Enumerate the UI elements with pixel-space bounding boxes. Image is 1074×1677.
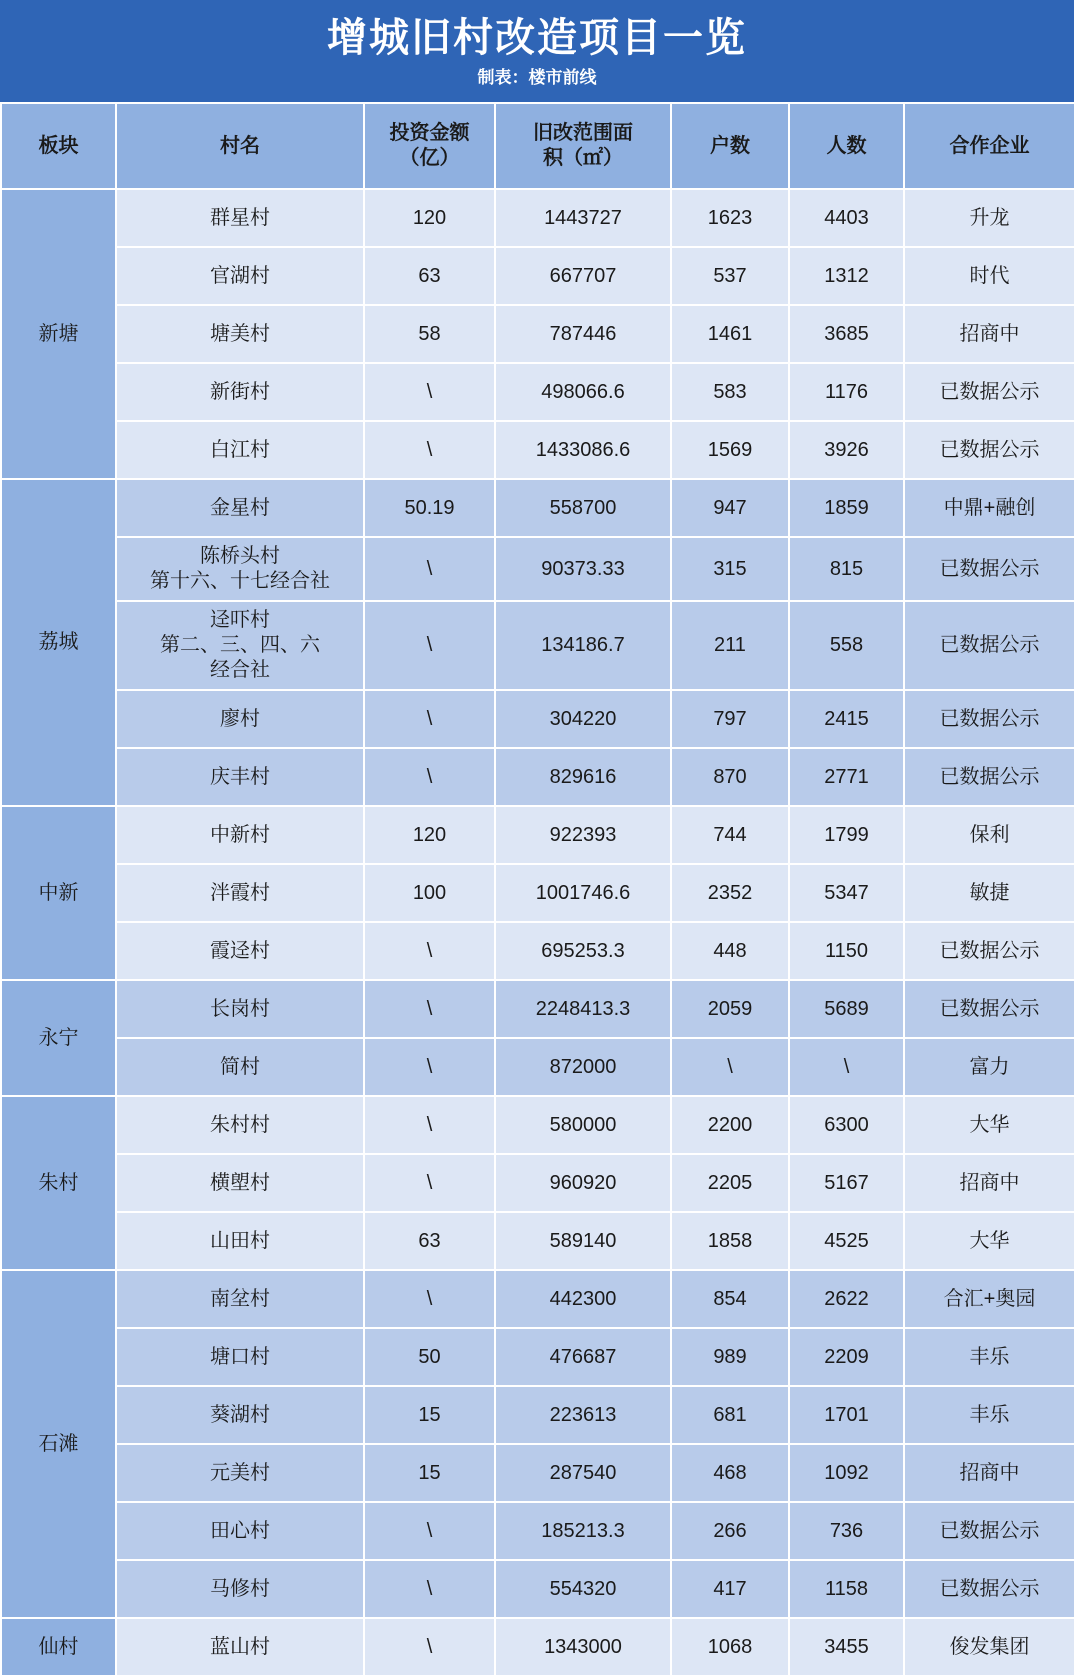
column-header-population: 人数 xyxy=(789,103,904,189)
company-cell: 合汇+奥园 xyxy=(904,1270,1074,1328)
population-cell: 2415 xyxy=(789,690,904,748)
village-name-cell: 朱村村 xyxy=(116,1096,364,1154)
area-cell: 589140 xyxy=(495,1212,671,1270)
village-name-cell: 塘美村 xyxy=(116,305,364,363)
population-cell: 1799 xyxy=(789,806,904,864)
investment-cell: 63 xyxy=(364,247,495,305)
table-row xyxy=(1,1212,1074,1270)
population-cell: 1701 xyxy=(789,1386,904,1444)
table-row xyxy=(1,1328,1074,1386)
investment-cell: 50 xyxy=(364,1328,495,1386)
table-row xyxy=(1,479,1074,537)
population-cell: 1859 xyxy=(789,479,904,537)
area-cell: 287540 xyxy=(495,1444,671,1502)
investment-cell: \ xyxy=(364,1618,495,1676)
table-row xyxy=(1,690,1074,748)
table-row xyxy=(1,247,1074,305)
table-row xyxy=(1,980,1074,1038)
population-cell: 1092 xyxy=(789,1444,904,1502)
population-cell: 3926 xyxy=(789,421,904,479)
area-cell: 922393 xyxy=(495,806,671,864)
investment-cell: \ xyxy=(364,980,495,1038)
village-name-cell: 葵湖村 xyxy=(116,1386,364,1444)
table-row xyxy=(1,421,1074,479)
column-header-area xyxy=(495,103,671,189)
area-cell: 695253.3 xyxy=(495,922,671,980)
village-name-cell: 霞迳村 xyxy=(116,922,364,980)
investment-cell: \ xyxy=(364,1154,495,1212)
households-cell: 854 xyxy=(671,1270,789,1328)
investment-cell: \ xyxy=(364,601,495,690)
company-cell: 大华 xyxy=(904,1212,1074,1270)
village-renovation-table xyxy=(0,102,1074,1677)
households-cell: 315 xyxy=(671,537,789,601)
company-cell: 招商中 xyxy=(904,1154,1074,1212)
column-header-invest-line2: （亿） xyxy=(399,147,460,170)
company-cell: 招商中 xyxy=(904,305,1074,363)
page-title: 增城旧村改造项目一览 xyxy=(327,16,747,60)
households-cell: 947 xyxy=(671,479,789,537)
table-row xyxy=(1,1154,1074,1212)
investment-cell: 120 xyxy=(364,806,495,864)
population-cell: 1176 xyxy=(789,363,904,421)
area-cell: 558700 xyxy=(495,479,671,537)
population-cell: 4403 xyxy=(789,189,904,247)
sector-cell: 仙村 xyxy=(1,1618,116,1676)
sector-cell: 中新 xyxy=(1,806,116,980)
company-cell: 已数据公示 xyxy=(904,748,1074,806)
table-row xyxy=(1,806,1074,864)
table-row xyxy=(1,363,1074,421)
households-cell: 2200 xyxy=(671,1096,789,1154)
households-cell: 1569 xyxy=(671,421,789,479)
households-cell: 583 xyxy=(671,363,789,421)
company-cell: 大华 xyxy=(904,1096,1074,1154)
page-subtitle: 制表：楼市前线 xyxy=(477,68,597,87)
village-name-cell: 山田村 xyxy=(116,1212,364,1270)
population-cell: 2209 xyxy=(789,1328,904,1386)
area-cell: 1001746.6 xyxy=(495,864,671,922)
company-cell: 已数据公示 xyxy=(904,690,1074,748)
village-name-cell: 白江村 xyxy=(116,421,364,479)
households-cell: 744 xyxy=(671,806,789,864)
population-cell: 2622 xyxy=(789,1270,904,1328)
village-name-cell: 马修村 xyxy=(116,1560,364,1618)
company-cell: 敏捷 xyxy=(904,864,1074,922)
households-cell: 1858 xyxy=(671,1212,789,1270)
table-body xyxy=(1,189,1074,1676)
company-cell: 已数据公示 xyxy=(904,421,1074,479)
sector-cell: 石滩 xyxy=(1,1270,116,1618)
village-name-cell: 塘口村 xyxy=(116,1328,364,1386)
village-name-cell: 迳吓村 第二、三、四、六 经合社 xyxy=(116,601,364,690)
column-header-sector: 板块 xyxy=(1,103,116,189)
company-cell: 保利 xyxy=(904,806,1074,864)
area-cell: 872000 xyxy=(495,1038,671,1096)
table-row xyxy=(1,1038,1074,1096)
population-cell: 3685 xyxy=(789,305,904,363)
village-name-cell: 泮霞村 xyxy=(116,864,364,922)
company-cell: 丰乐 xyxy=(904,1386,1074,1444)
investment-cell: 50.19 xyxy=(364,479,495,537)
investment-cell: \ xyxy=(364,1502,495,1560)
village-name-cell: 蓝山村 xyxy=(116,1618,364,1676)
households-cell: 2205 xyxy=(671,1154,789,1212)
population-cell: 558 xyxy=(789,601,904,690)
village-name-cell: 简村 xyxy=(116,1038,364,1096)
investment-cell: \ xyxy=(364,922,495,980)
village-name-cell: 官湖村 xyxy=(116,247,364,305)
company-cell: 已数据公示 xyxy=(904,363,1074,421)
area-cell: 185213.3 xyxy=(495,1502,671,1560)
table-row xyxy=(1,1386,1074,1444)
households-cell: 211 xyxy=(671,601,789,690)
table-row xyxy=(1,748,1074,806)
area-cell: 498066.6 xyxy=(495,363,671,421)
investment-cell: \ xyxy=(364,537,495,601)
column-header-households: 户数 xyxy=(671,103,789,189)
village-name-cell: 田心村 xyxy=(116,1502,364,1560)
company-cell: 招商中 xyxy=(904,1444,1074,1502)
company-cell: 已数据公示 xyxy=(904,1560,1074,1618)
investment-cell: 120 xyxy=(364,189,495,247)
area-cell: 1433086.6 xyxy=(495,421,671,479)
investment-cell: 63 xyxy=(364,1212,495,1270)
households-cell: 989 xyxy=(671,1328,789,1386)
company-cell: 升龙 xyxy=(904,189,1074,247)
area-cell: 90373.33 xyxy=(495,537,671,601)
village-name-cell: 元美村 xyxy=(116,1444,364,1502)
sector-cell: 朱村 xyxy=(1,1096,116,1270)
households-cell: 468 xyxy=(671,1444,789,1502)
households-cell: 1623 xyxy=(671,189,789,247)
table-row xyxy=(1,1618,1074,1676)
population-cell: 6300 xyxy=(789,1096,904,1154)
area-cell: 554320 xyxy=(495,1560,671,1618)
area-cell: 476687 xyxy=(495,1328,671,1386)
households-cell: 1461 xyxy=(671,305,789,363)
population-cell: 815 xyxy=(789,537,904,601)
households-cell: 870 xyxy=(671,748,789,806)
population-cell: 1150 xyxy=(789,922,904,980)
column-header-invest xyxy=(364,103,495,189)
document-header xyxy=(0,0,1074,102)
village-name-cell: 群星村 xyxy=(116,189,364,247)
investment-cell: 100 xyxy=(364,864,495,922)
village-name-cell: 陈桥头村 第十六、十七经合社 xyxy=(116,537,364,601)
sector-cell: 新塘 xyxy=(1,189,116,479)
area-cell: 442300 xyxy=(495,1270,671,1328)
village-name-cell: 新街村 xyxy=(116,363,364,421)
company-cell: 已数据公示 xyxy=(904,980,1074,1038)
table-row xyxy=(1,922,1074,980)
population-cell: 2771 xyxy=(789,748,904,806)
investment-cell: \ xyxy=(364,748,495,806)
table-row xyxy=(1,864,1074,922)
households-cell: \ xyxy=(671,1038,789,1096)
population-cell: 5689 xyxy=(789,980,904,1038)
company-cell: 已数据公示 xyxy=(904,1502,1074,1560)
table-row xyxy=(1,537,1074,601)
investment-cell: \ xyxy=(364,1038,495,1096)
table-row xyxy=(1,1270,1074,1328)
investment-cell: \ xyxy=(364,363,495,421)
investment-cell: \ xyxy=(364,1270,495,1328)
population-cell: \ xyxy=(789,1038,904,1096)
company-cell: 丰乐 xyxy=(904,1328,1074,1386)
households-cell: 1068 xyxy=(671,1618,789,1676)
households-cell: 266 xyxy=(671,1502,789,1560)
company-cell: 已数据公示 xyxy=(904,537,1074,601)
investment-cell: 15 xyxy=(364,1444,495,1502)
population-cell: 4525 xyxy=(789,1212,904,1270)
table-row xyxy=(1,1096,1074,1154)
investment-cell: \ xyxy=(364,421,495,479)
population-cell: 1158 xyxy=(789,1560,904,1618)
village-name-cell: 金星村 xyxy=(116,479,364,537)
area-cell: 223613 xyxy=(495,1386,671,1444)
column-header-village: 村名 xyxy=(116,103,364,189)
population-cell: 3455 xyxy=(789,1618,904,1676)
table-row xyxy=(1,189,1074,247)
population-cell: 5167 xyxy=(789,1154,904,1212)
area-cell: 1443727 xyxy=(495,189,671,247)
investment-cell: \ xyxy=(364,1560,495,1618)
village-name-cell: 庆丰村 xyxy=(116,748,364,806)
area-cell: 304220 xyxy=(495,690,671,748)
village-name-cell: 中新村 xyxy=(116,806,364,864)
households-cell: 417 xyxy=(671,1560,789,1618)
table-row xyxy=(1,1560,1074,1618)
households-cell: 2059 xyxy=(671,980,789,1038)
company-cell: 已数据公示 xyxy=(904,922,1074,980)
table-row xyxy=(1,305,1074,363)
area-cell: 667707 xyxy=(495,247,671,305)
company-cell: 富力 xyxy=(904,1038,1074,1096)
investment-cell: \ xyxy=(364,690,495,748)
column-header-area-line2: 积（㎡） xyxy=(543,147,623,170)
table-header-row xyxy=(1,103,1074,189)
table-row xyxy=(1,1444,1074,1502)
area-cell: 960920 xyxy=(495,1154,671,1212)
company-cell: 中鼎+融创 xyxy=(904,479,1074,537)
village-name-cell: 廖村 xyxy=(116,690,364,748)
households-cell: 797 xyxy=(671,690,789,748)
investment-cell: 15 xyxy=(364,1386,495,1444)
households-cell: 448 xyxy=(671,922,789,980)
company-cell: 已数据公示 xyxy=(904,601,1074,690)
table-row xyxy=(1,1502,1074,1560)
households-cell: 537 xyxy=(671,247,789,305)
area-cell: 787446 xyxy=(495,305,671,363)
area-cell: 134186.7 xyxy=(495,601,671,690)
village-name-cell: 长岗村 xyxy=(116,980,364,1038)
company-cell: 时代 xyxy=(904,247,1074,305)
population-cell: 1312 xyxy=(789,247,904,305)
sector-cell: 荔城 xyxy=(1,479,116,806)
households-cell: 681 xyxy=(671,1386,789,1444)
village-name-cell: 南坌村 xyxy=(116,1270,364,1328)
village-name-cell: 横塱村 xyxy=(116,1154,364,1212)
investment-cell: 58 xyxy=(364,305,495,363)
sector-cell: 永宁 xyxy=(1,980,116,1096)
area-cell: 1343000 xyxy=(495,1618,671,1676)
column-header-invest-line1: 投资金额 xyxy=(389,122,470,145)
area-cell: 580000 xyxy=(495,1096,671,1154)
table-row xyxy=(1,601,1074,690)
population-cell: 5347 xyxy=(789,864,904,922)
investment-cell: \ xyxy=(364,1096,495,1154)
column-header-company: 合作企业 xyxy=(904,103,1074,189)
households-cell: 2352 xyxy=(671,864,789,922)
area-cell: 829616 xyxy=(495,748,671,806)
population-cell: 736 xyxy=(789,1502,904,1560)
area-cell: 2248413.3 xyxy=(495,980,671,1038)
column-header-area-line1: 旧改范围面 xyxy=(533,122,633,145)
company-cell: 俊发集团 xyxy=(904,1618,1074,1676)
